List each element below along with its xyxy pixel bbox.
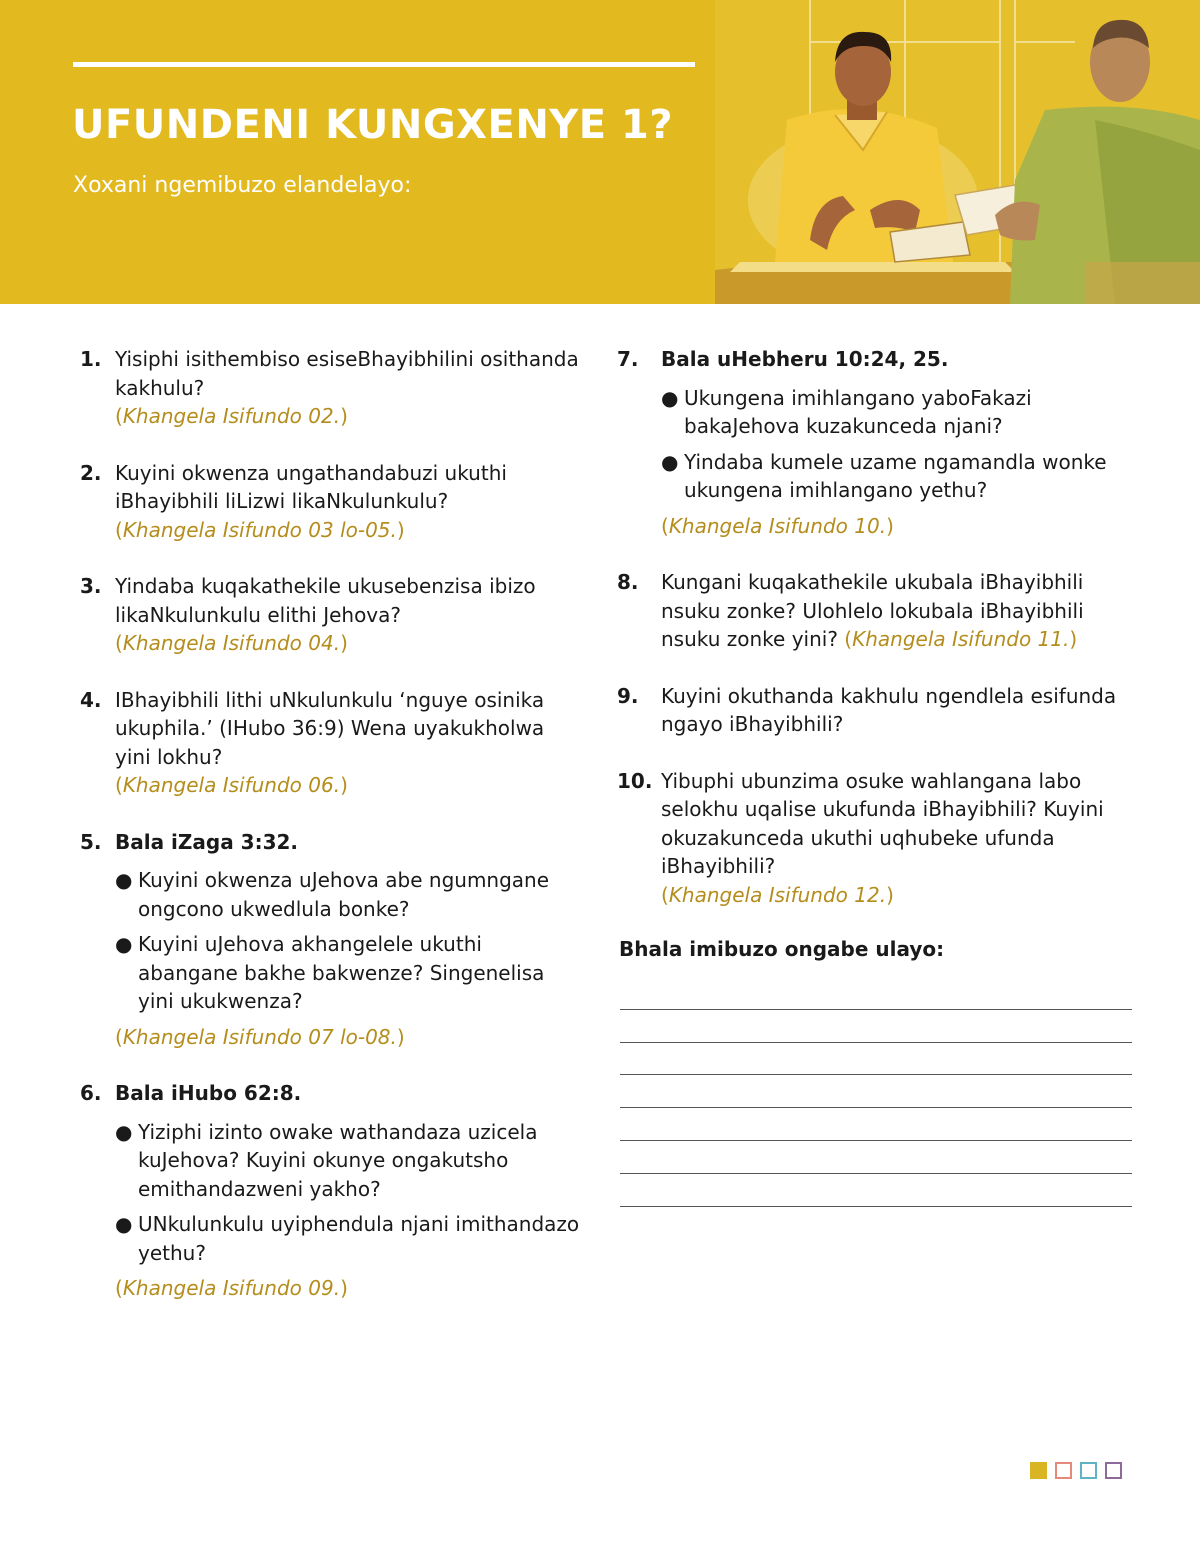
bullet-icon: ● [115, 1212, 133, 1236]
section-indicator [1030, 1462, 1122, 1479]
lesson-reference: (Khangela Isifundo 02.) [115, 404, 348, 428]
bullet-list [115, 866, 580, 1016]
question-number: 8. [617, 570, 639, 594]
bullet-item: ● Kuyini uJehova akhangelele ukuthi abangane bakhe bakwenze? Singenelisa yini ukukwenza? [115, 932, 545, 1013]
question-7 [617, 345, 1137, 540]
write-lines [620, 977, 1132, 1207]
answer-line[interactable] [620, 1141, 1132, 1174]
question-number: 7. [617, 347, 639, 371]
section-square-icon [1055, 1462, 1072, 1479]
bullet-icon: ● [115, 868, 133, 892]
left-column [80, 345, 580, 1331]
answer-line[interactable] [620, 1010, 1132, 1043]
question-number: 5. [80, 829, 102, 854]
bullet-icon: ● [115, 1119, 133, 1144]
section-square-icon [1030, 1462, 1047, 1479]
question-text: Yibuphi ubunzima osuke wahlangana labo selokhu uqalise ukufunda iBhayibhili? Kuyini okuzakunceda ukuthi uqhubeke ufunda iBhayibhili? [661, 768, 1104, 878]
question-number: 1. [80, 347, 102, 371]
section-square-icon [1080, 1462, 1097, 1479]
question-2 [80, 459, 580, 545]
bullet-item: ● Yindaba kumele uzame ngamandla wonke ukungena imihlangano yethu? [661, 449, 1107, 502]
bullet-list [661, 384, 1137, 505]
header-rule [73, 62, 695, 67]
question-text: Yindaba kuqakathekile ukusebenzisa ibizo likaNkulunkulu elithi Jehova? [115, 574, 536, 627]
question-text: Kungani kuqakathekile ukubala iBhayibhili nsuku zonke? Ulohlelo lokubala iBhayibhili nsuku zonke yini? [661, 570, 1084, 651]
question-number: 2. [80, 460, 102, 485]
question-1 [80, 345, 580, 431]
answer-line[interactable] [620, 1075, 1132, 1108]
question-5 [80, 828, 580, 1052]
question-number: 3. [80, 574, 102, 598]
scripture-reading: Bala iHubo 62:8. [115, 1081, 302, 1105]
scripture-reading: Bala uHebheru 10:24, 25. [661, 347, 949, 371]
section-square-icon [1105, 1462, 1122, 1479]
bullet-icon: ● [661, 449, 679, 474]
bullet-item: ● UNkulunkulu uyiphendula njani imithandazo yethu? [115, 1212, 580, 1265]
bullet-icon: ● [115, 932, 133, 956]
bullet-item: ● Yiziphi izinto owake wathandaza uzicela kuJehova? Kuyini okunye ongakutsho emithandazweni yakho? [115, 1119, 538, 1201]
question-9 [617, 682, 1137, 739]
lesson-reference: (Khangela Isifundo 07 lo-08.) [115, 1024, 405, 1049]
header-banner [0, 0, 1200, 304]
write-questions-heading: Bhala imibuzo ongabe ulayo: [619, 937, 945, 961]
question-number: 10. [617, 768, 653, 793]
question-text: Yisiphi isithembiso esiseBhayibhilini osithanda kakhulu? [115, 347, 579, 400]
question-number: 9. [617, 683, 639, 708]
bullet-item: ● Ukungena imihlangano yaboFakazi bakaJehova kuzakunceda njani? [661, 385, 1032, 438]
question-text: IBhayibhili lithi uNkulunkulu ‘nguye osinika ukuphila.’ (IHubo 36:9) Wena uyakukholwa yini lokhu? [115, 687, 545, 769]
lesson-reference: (Khangela Isifundo 03 lo-05.) [115, 517, 405, 542]
question-8 [617, 568, 1137, 654]
page-title: UFUNDENI KUNGXENYE 1? [72, 102, 674, 148]
bullet-item: ● Kuyini okwenza uJehova abe ngumngane ongcono ukwedlula bonke? [115, 868, 550, 921]
question-4 [80, 686, 580, 800]
lesson-reference: (Khangela Isifundo 12.) [661, 882, 894, 907]
question-10 [617, 767, 1137, 910]
question-3 [80, 572, 580, 658]
lesson-reference: (Khangela Isifundo 09.) [115, 1276, 348, 1300]
answer-line[interactable] [620, 977, 1132, 1010]
answer-line[interactable] [620, 1174, 1132, 1207]
answer-line[interactable] [620, 1108, 1132, 1141]
lesson-reference: (Khangela Isifundo 06.) [115, 773, 348, 797]
right-column [617, 345, 1137, 1207]
page-subtitle: Xoxani ngemibuzo elandelayo: [73, 173, 412, 198]
lesson-reference: (Khangela Isifundo 04.) [115, 631, 348, 655]
scripture-reading: Bala iZaga 3:32. [115, 829, 299, 854]
lesson-reference: (Khangela Isifundo 10.) [661, 513, 894, 538]
bullet-list [115, 1118, 580, 1268]
question-number: 4. [80, 687, 102, 712]
lesson-reference: (Khangela Isifundo 11.) [837, 627, 1078, 651]
question-number: 6. [80, 1081, 102, 1105]
question-text: Kuyini okwenza ungathandabuzi ukuthi iBhayibhili liLizwi likaNkulunkulu? [115, 460, 507, 513]
question-text: Kuyini okuthanda kakhulu ngendlela esifunda ngayo iBhayibhili? [661, 683, 1117, 736]
question-6 [80, 1079, 580, 1303]
answer-line[interactable] [620, 1043, 1132, 1076]
bullet-icon: ● [661, 385, 679, 410]
bible-study-illustration [715, 0, 1200, 304]
